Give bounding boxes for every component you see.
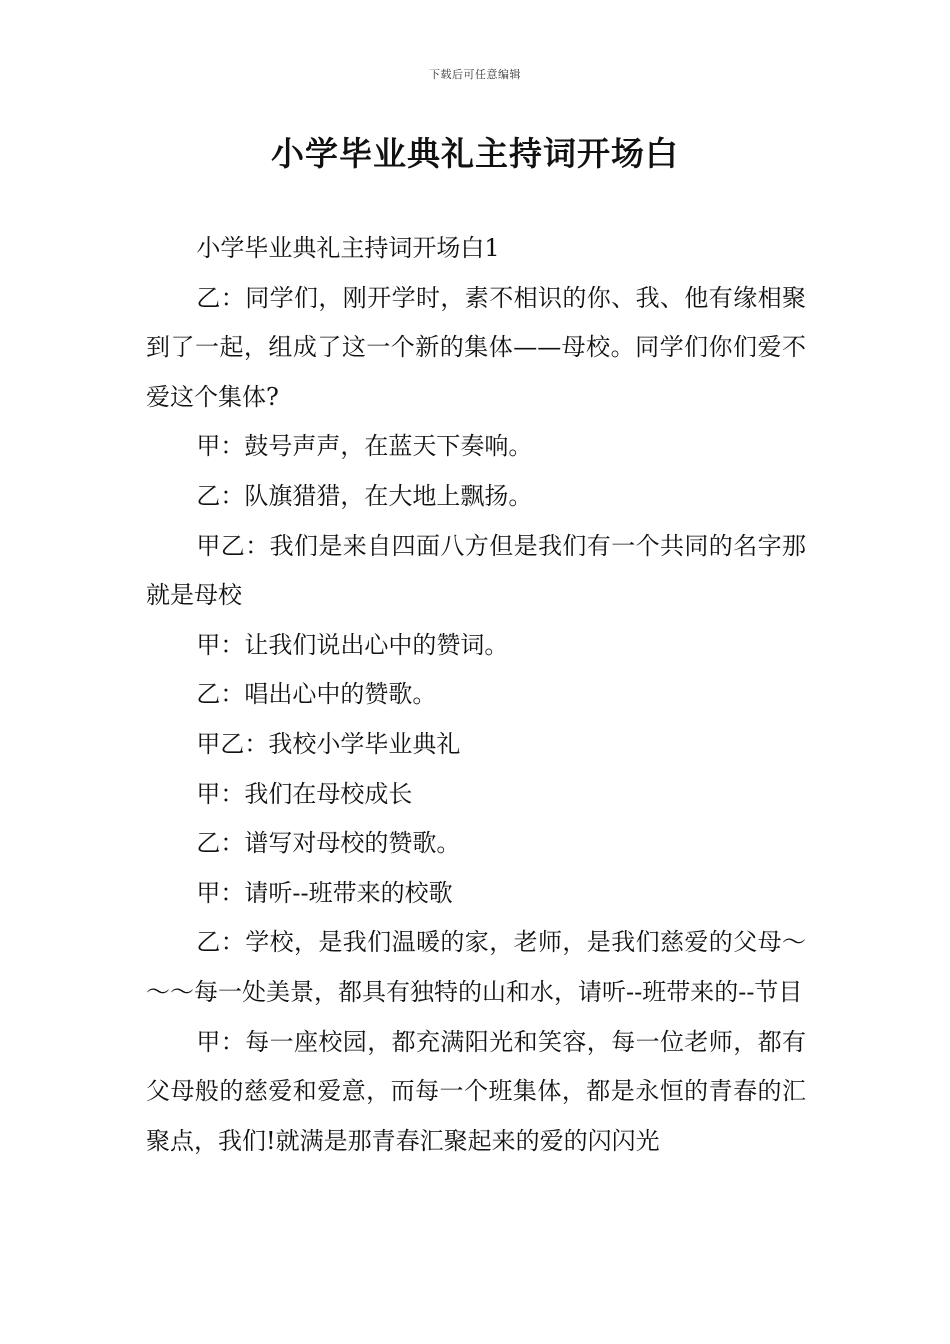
paragraph: 甲：鼓号声声，在蓝天下奏响。 (196, 432, 533, 461)
paragraph: 乙：队旗猎猎，在大地上飘扬。 (196, 481, 533, 510)
paragraph: 乙：同学们，刚开学时，素不相识的你、我、他有缘相聚到了一起，组成了这一个新的集体——母校。同学们你们爱不爱这个集体? (146, 283, 806, 411)
paragraph: 乙：学校，是我们温暖的家，老师，是我们慈爱的父母～～～每一处美景，都具有独特的山和水，请听--班带来的--节目 (146, 928, 806, 1006)
header-note: 下载后可任意编辑 (429, 68, 521, 81)
paragraph: 乙：谱写对母校的赞歌。 (196, 829, 461, 858)
document-title: 小学毕业典礼主持词开场白 (271, 134, 679, 173)
paragraph: 乙：唱出心中的赞歌。 (196, 680, 437, 709)
paragraph: 甲乙：我们是来自四面八方但是我们有一个共同的名字那就是母校 (146, 531, 806, 610)
paragraph: 甲：让我们说出心中的赞词。 (196, 630, 509, 659)
paragraph: 甲：每一座校园，都充满阳光和笑容，每一位老师，都有父母般的慈爱和爱意，而每一个班集体，都是永恒的青春的汇聚点，我们!就满是那青春汇聚起来的爱的闪闪光 (146, 1027, 806, 1155)
paragraph: 甲：我们在母校成长 (196, 779, 413, 808)
paragraph: 甲乙：我校小学毕业典礼 (196, 729, 461, 758)
paragraph: 甲：请听--班带来的校歌 (196, 878, 453, 907)
document-body (146, 224, 806, 1166)
paragraph: 小学毕业典礼主持词开场白1 (196, 234, 500, 262)
